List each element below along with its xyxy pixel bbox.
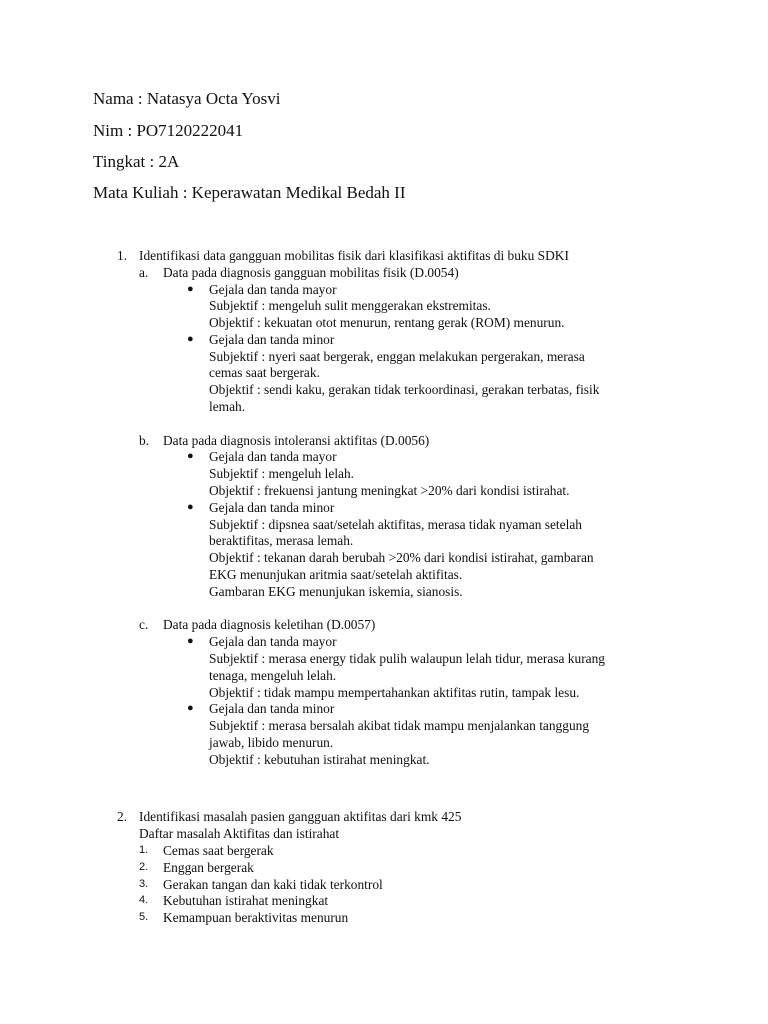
- q1a-minor-subjektif-cont: cemas saat bergerak.: [209, 365, 320, 380]
- q2-item-number: 1.: [139, 844, 149, 856]
- q1a-letter: a.: [139, 265, 149, 280]
- q1c-minor-subjektif-cont: jawab, libido menurun.: [209, 735, 334, 750]
- q2-item-number: 5.: [139, 911, 149, 923]
- q1a-title: Data pada diagnosis gangguan mobilitas fisik (D.0054): [163, 265, 459, 280]
- bullet-icon: ●: [187, 501, 194, 513]
- q2-item-text: Kebutuhan istirahat meningkat: [163, 893, 329, 908]
- q1b-letter: b.: [139, 433, 150, 448]
- q1a-minor-objektif: Objektif : sendi kaku, gerakan tidak terkoordinasi, gerakan terbatas, fisik: [209, 382, 600, 397]
- q2-item-text: Enggan bergerak: [163, 860, 254, 875]
- q1b-minor-objektif: Objektif : tekanan darah berubah >20% dari kondisi istirahat, gambaran: [209, 550, 594, 565]
- q2-item-number: 3.: [139, 878, 149, 890]
- q1b-minor-objektif-ekg: Gambaran EKG menunjukan iskemia, sianosis.: [209, 584, 463, 599]
- q1c-minor-label: Gejala dan tanda minor: [209, 701, 335, 716]
- q2-item-text: Cemas saat bergerak: [163, 843, 274, 858]
- q2-subtitle: Daftar masalah Aktifitas dan istirahat: [139, 826, 340, 841]
- bullet-icon: ●: [187, 283, 194, 295]
- q1c-letter: c.: [139, 617, 149, 632]
- q1a-minor-label: Gejala dan tanda minor: [209, 332, 335, 347]
- bullet-icon: ●: [187, 635, 194, 647]
- course-name: Mata Kuliah : Keperawatan Medikal Bedah II: [93, 183, 406, 202]
- q2-item-number: 2.: [139, 861, 149, 873]
- q1c-title: Data pada diagnosis keletihan (D.0057): [163, 617, 376, 632]
- q1a-minor-subjektif: Subjektif : nyeri saat bergerak, enggan melakukan pergerakan, merasa: [209, 349, 585, 364]
- q2-item-number: 4.: [139, 894, 149, 906]
- bullet-icon: ●: [187, 333, 194, 345]
- q2-item-text: Gerakan tangan dan kaki tidak terkontrol: [163, 877, 383, 892]
- q1a-mayor-subjektif: Subjektif : mengeluh sulit menggerakan ekstremitas.: [209, 298, 491, 313]
- q1c-mayor-objektif: Objektif : tidak mampu mempertahankan aktifitas rutin, tampak lesu.: [209, 685, 580, 700]
- q1b-mayor-subjektif: Subjektif : mengeluh lelah.: [209, 466, 355, 481]
- q1a-minor-objektif-cont: lemah.: [209, 399, 246, 414]
- q1c-minor-subjektif: Subjektif : merasa bersalah akibat tidak mampu menjalankan tanggung: [209, 718, 590, 733]
- q1b-mayor-label: Gejala dan tanda mayor: [209, 449, 337, 464]
- student-nim: Nim : PO7120222041: [93, 121, 244, 140]
- q1b-minor-subjektif: Subjektif : dipsnea saat/setelah aktifitas, merasa tidak nyaman setelah: [209, 517, 582, 532]
- student-name: Nama : Natasya Octa Yosvi: [93, 89, 281, 108]
- q2-item-text: Kemampuan beraktivitas menurun: [163, 910, 349, 925]
- q1b-title: Data pada diagnosis intoleransi aktifitas (D.0056): [163, 433, 430, 448]
- q1c-mayor-label: Gejala dan tanda mayor: [209, 634, 337, 649]
- q1-title: Identifikasi data gangguan mobilitas fisik dari klasifikasi aktifitas di buku SDKI: [139, 248, 569, 263]
- q1c-mayor-subjektif: Subjektif : merasa energy tidak pulih walaupun lelah tidur, merasa kurang: [209, 651, 605, 666]
- q2-title: Identifikasi masalah pasien gangguan aktifitas dari kmk 425: [139, 809, 462, 824]
- bullet-icon: ●: [187, 702, 194, 714]
- bullet-icon: ●: [187, 450, 194, 462]
- q1c-minor-objektif: Objektif : kebutuhan istirahat meningkat.: [209, 752, 430, 767]
- q1b-minor-subjektif-cont: beraktifitas, merasa lemah.: [209, 533, 354, 548]
- student-level: Tingkat : 2A: [93, 152, 180, 171]
- q1a-mayor-objektif: Objektif : kekuatan otot menurun, rentang gerak (ROM) menurun.: [209, 315, 565, 330]
- q1b-minor-objektif-cont: EKG menunjukan aritmia saat/setelah aktifitas.: [209, 567, 463, 582]
- q1b-mayor-objektif: Objektif : frekuensi jantung meningkat >20% dari kondisi istirahat.: [209, 483, 570, 498]
- q1-number: 1.: [117, 248, 128, 263]
- q1a-mayor-label: Gejala dan tanda mayor: [209, 282, 337, 297]
- q2-number: 2.: [117, 809, 128, 824]
- q1b-minor-label: Gejala dan tanda minor: [209, 500, 335, 515]
- q1c-mayor-subjektif-cont: tenaga, mengeluh lelah.: [209, 668, 337, 683]
